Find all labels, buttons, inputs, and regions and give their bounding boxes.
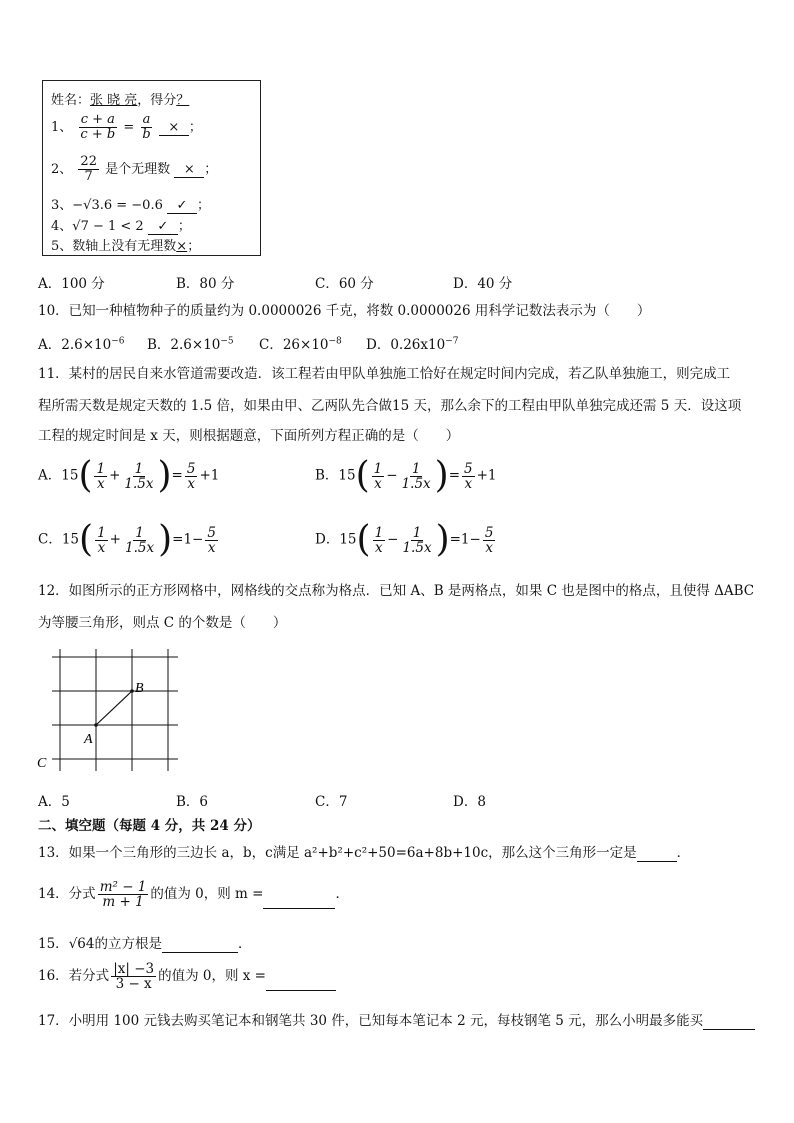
square-root: √64 <box>68 936 95 952</box>
numerator: m² − 1 <box>99 879 147 895</box>
answer-blank[interactable] <box>637 847 677 862</box>
q11-option-b <box>315 455 497 496</box>
left-paren: ( <box>355 455 370 496</box>
option-text: C．26×10 <box>259 337 329 353</box>
fraction <box>122 462 155 491</box>
option-text: B．2.6×10 <box>147 337 221 353</box>
denominator: c + b <box>80 127 116 142</box>
check-mark: ✓ <box>148 219 178 235</box>
numerator: 22 <box>80 154 97 169</box>
plus-one: +1 <box>476 467 497 484</box>
item-text: √7 − 1 < 2 <box>72 219 144 234</box>
semicolon: ； <box>177 219 191 234</box>
q10-stem: 10．已知一种植物种子的质量约为 0.0000026 千克，将数 0.0000026 用科学记数法表示为（ ） <box>38 303 651 319</box>
period: ． <box>237 936 252 952</box>
denominator: x <box>96 475 105 492</box>
item-text: 是个无理数 <box>105 162 171 177</box>
coefficient: 15 <box>338 467 356 484</box>
numerator: 1 <box>411 460 421 477</box>
check-mark: ✓ <box>167 198 197 214</box>
item-text: 数轴上没有无理数 <box>72 239 177 254</box>
square-grid-figure <box>34 645 184 775</box>
q9-option-d: D．40 分 <box>453 276 513 292</box>
numerator: 1 <box>135 524 144 541</box>
equals: = <box>171 467 183 484</box>
right-paren: ) <box>158 519 173 560</box>
fraction <box>94 462 107 491</box>
denominator: 3 − x <box>115 976 152 992</box>
answer-blank[interactable] <box>162 938 238 953</box>
semicolon: ； <box>188 120 202 135</box>
denominator: x <box>207 539 216 556</box>
section-heading: 二、填空题（每题 4 分，共 24 分） <box>38 818 261 834</box>
cross-mark: × <box>174 162 204 178</box>
fraction <box>400 462 433 491</box>
coefficient: 15 <box>339 531 357 548</box>
numerator: 5 <box>484 524 494 541</box>
q11-stem-line-2: 程所需天数是规定天数的 1.5 倍，如果由甲、乙两队先合做15 天，那么余下的工程由甲队单独完成还需 5 天．设这项 <box>38 398 742 414</box>
equals: = <box>448 467 461 484</box>
q16-suffix: 的值为 0，则 x = <box>158 968 266 984</box>
equals: = <box>449 531 461 548</box>
option-label: C． <box>38 531 62 548</box>
numerator: 1 <box>96 460 106 477</box>
left-paren: ( <box>78 455 93 496</box>
fraction <box>78 155 99 184</box>
point-b <box>130 689 134 693</box>
right-paren: ) <box>434 455 449 496</box>
cross-mark: × <box>159 120 189 136</box>
exponent: −7 <box>445 336 459 347</box>
item-number: 3、 <box>51 198 73 213</box>
item-text: −√3.6 = −0.6 <box>72 198 163 213</box>
semicolon: ； <box>204 162 218 177</box>
q12-stem-line-2: 为等腰三角形，则点 C 的个数是（ ） <box>38 615 287 631</box>
left-paren: ( <box>356 519 371 560</box>
fraction <box>123 526 156 555</box>
point-a <box>94 723 98 727</box>
left-paren: ( <box>79 519 94 560</box>
box-item-2 <box>51 155 217 184</box>
q9-option-c: C．60 分 <box>315 276 374 292</box>
q12-option-c: C．7 <box>315 794 348 810</box>
name-value: 张 晓 亮 <box>90 93 138 108</box>
q14-stem <box>38 880 349 909</box>
answer-sheet-box <box>42 80 261 256</box>
q10-option-b <box>147 333 234 353</box>
period: ． <box>676 845 691 861</box>
option-label: A． <box>38 467 62 484</box>
denominator: 7 <box>84 169 93 184</box>
item-number: 1、 <box>51 120 73 135</box>
denominator: x <box>187 475 195 492</box>
item-number: 2、 <box>51 162 73 177</box>
denominator: x <box>374 475 382 492</box>
denominator: x <box>464 475 473 492</box>
q11-option-c <box>38 519 220 560</box>
grid-lines <box>52 649 178 771</box>
cross-mark: × <box>176 239 188 254</box>
numerator: c + a <box>80 112 115 127</box>
segment-ab <box>96 691 132 725</box>
equals: = <box>123 120 135 135</box>
semicolon: ； <box>197 198 211 213</box>
numerator: 1 <box>412 524 422 541</box>
q17-stem <box>38 1012 755 1030</box>
fraction <box>185 462 198 491</box>
q9-option-b: B．80 分 <box>176 276 235 292</box>
option-label: D． <box>315 531 340 548</box>
score-value: ？ <box>176 93 190 108</box>
q10-option-d <box>366 333 458 353</box>
denominator: 1.5x <box>124 539 155 556</box>
name-row <box>51 89 189 108</box>
numerator: 5 <box>207 524 216 541</box>
item-number: 5、 <box>51 239 73 254</box>
label-c: C <box>37 756 47 771</box>
one-minus: 1− <box>460 531 481 548</box>
box-item-5 <box>51 235 200 254</box>
right-paren: ) <box>435 519 450 560</box>
one-minus: 1− <box>183 531 204 548</box>
q13-text: 13．如果一个三角形的三边长 a，b，c满足 a²+b²+c²+50=6a+8b+10c，那么这个三角形一定是 <box>38 845 637 861</box>
coefficient: 15 <box>61 531 80 548</box>
denominator: x <box>375 539 383 556</box>
denominator: 1.5x <box>402 539 432 556</box>
fraction <box>111 962 156 991</box>
name-label: 姓名： <box>51 93 91 108</box>
option-label: B． <box>315 467 339 484</box>
fraction <box>400 526 433 555</box>
box-item-1 <box>51 113 202 142</box>
semicolon: ； <box>187 239 201 254</box>
coefficient: 15 <box>61 467 79 484</box>
option-text: D．0.26x10 <box>366 337 446 353</box>
score-label: ，得分 <box>137 93 177 108</box>
operator: + <box>109 531 121 548</box>
q14-prefix: 14．分式 <box>38 886 96 902</box>
q12-option-d: D．8 <box>453 794 486 810</box>
answer-blank[interactable] <box>703 1015 755 1030</box>
denominator: 1.5x <box>124 475 154 492</box>
fraction <box>78 113 117 142</box>
exponent: −6 <box>111 336 125 347</box>
numerator: 1 <box>97 524 106 541</box>
q11-option-d <box>315 519 497 560</box>
q10-option-c <box>259 333 342 353</box>
q14-suffix: 的值为 0，则 m = <box>150 886 264 902</box>
right-paren: ) <box>157 455 172 496</box>
answer-blank[interactable] <box>263 894 335 909</box>
equals: = <box>172 531 184 548</box>
fraction <box>98 880 149 909</box>
period: ． <box>335 886 349 902</box>
exponent: −8 <box>328 336 342 347</box>
q11-stem-line-1: 11．某村的居民自来水管道需要改造．该工程若由甲队单独施工恰好在规定时间内完成，若乙队单独施工，则完成工 <box>38 366 731 382</box>
numerator: |x| −3 <box>113 961 155 977</box>
q9-option-a: A．100 分 <box>38 276 105 292</box>
q17-text: 17．小明用 100 元钱去购买笔记本和钢笔共 30 件，已知每本笔记本 2 元，每枝钢笔 5 元，那么小明最多能买 <box>38 1013 704 1029</box>
label-b: B <box>135 681 144 696</box>
exponent: −5 <box>220 336 234 347</box>
q15-suffix: 的立方根是 <box>94 936 162 952</box>
fraction <box>462 462 475 491</box>
fraction <box>483 526 496 555</box>
label-a: A <box>84 732 93 747</box>
fraction <box>95 526 108 555</box>
numerator: 1 <box>374 524 384 541</box>
plus-one: +1 <box>199 467 220 484</box>
numerator: 1 <box>134 460 144 477</box>
q11-option-a <box>38 455 220 496</box>
denominator: m + 1 <box>102 894 144 910</box>
fraction <box>372 462 385 491</box>
denominator: x <box>485 539 493 556</box>
operator: + <box>109 467 121 484</box>
denominator: 1.5x <box>401 475 431 492</box>
numerator: 1 <box>373 460 383 477</box>
box-item-4 <box>51 215 191 235</box>
numerator: 5 <box>186 460 196 477</box>
fraction <box>140 113 152 142</box>
fraction <box>205 526 218 555</box>
q12-option-b: B．6 <box>176 794 209 810</box>
item-number: 4、 <box>51 219 73 234</box>
q16-prefix: 16．若分式 <box>38 968 110 984</box>
q10-option-a <box>38 333 125 353</box>
numerator: 5 <box>464 460 473 477</box>
operator: − <box>387 531 399 548</box>
q12-stem-line-1: 12．如图所示的正方形网格中，网格线的交点称为格点．已知 A、B 是两格点，如果 C 也是图中的格点，且使得 ΔABC <box>38 583 755 599</box>
denominator: b <box>142 127 151 142</box>
denominator: x <box>97 539 106 556</box>
box-item-3 <box>51 194 210 214</box>
operator: − <box>386 467 398 484</box>
q12-option-a: A．5 <box>38 794 70 810</box>
option-text: A．2.6×10 <box>38 337 112 353</box>
q16-stem <box>38 962 336 991</box>
numerator: a <box>142 112 151 127</box>
answer-blank[interactable] <box>266 976 336 991</box>
q11-stem-line-3: 工程的规定时间是 x 天，则根据题意，下面所列方程正确的是（ ） <box>38 428 460 444</box>
q13-stem <box>38 844 690 862</box>
q15-stem <box>38 935 251 953</box>
q15-prefix: 15． <box>38 936 69 952</box>
fraction <box>373 526 386 555</box>
